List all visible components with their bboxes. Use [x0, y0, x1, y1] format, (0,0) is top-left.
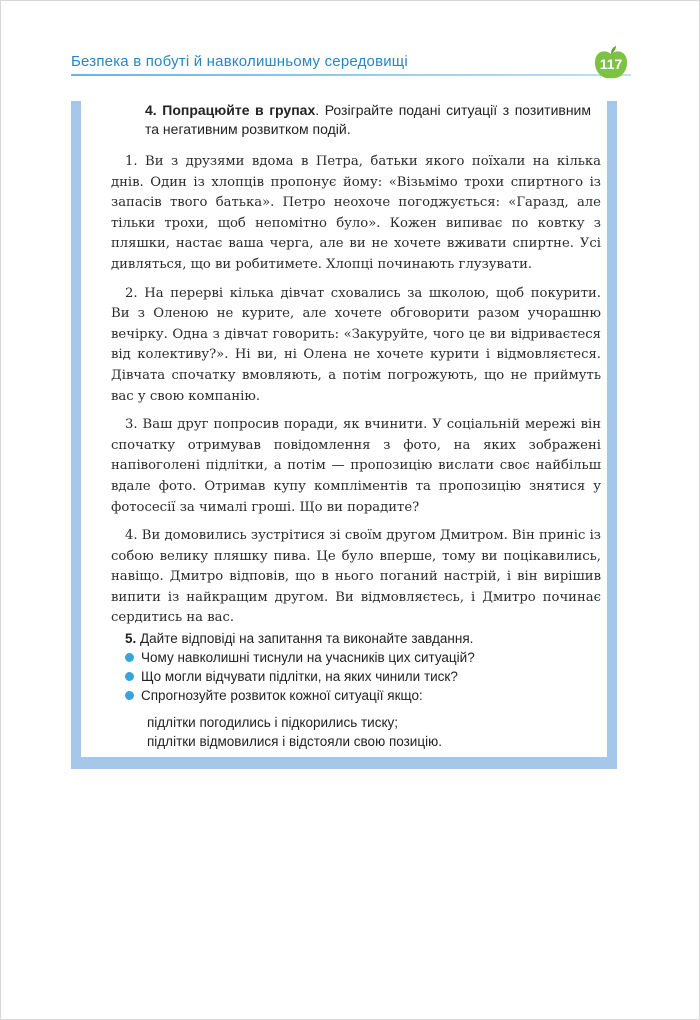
- page-number-badge: [591, 43, 631, 83]
- situation-1: 1. Ви з друзями вдома в Петра, батьки якого поїхали на кілька днів. Один із хлопців пропонує йому: «Візьмімо трохи спиртного із запасів твого батька». Петро неохоче погоджується: «Гаразд, але тільки трохи, щоб непомітно було». Кожен випиває по ковтку з пляшки, настає ваша черга, але ви не хочете вживати спиртне. Усі дивляться, що ви робитимете. Хлопці починають глузувати.: [111, 154, 601, 272]
- situation-2: 2. На перерві кілька дівчат сховались за школою, щоб покурити. Ви з Оленою не курите, але хочете обговорити разом учорашню вечірку. Одна з дівчат говорить: «Закуруйте, чого це ви відриваєтеся від колективу?». Ні ви, ні Олена не хочете курити і відмовляєтеся. Дівчата спочатку вмовляють, а потім погрожують, що не приймуть вас у свою компанію.: [111, 285, 601, 404]
- question-item: [125, 648, 595, 667]
- bullet-dot-icon: [125, 672, 134, 681]
- running-header: Безпека в побуті й навколишньому середовищі: [71, 53, 408, 70]
- situation-4: 4. Ви домовились зустрітися зі своїм другом Дмитром. Він приніс із собою велику пляшку пива. Це було вперше, тому ви поцікавились, навіщо. Дмитро відповів, що в нього поганий настрій, і він вирішив випити із найкращим другом. Ви відмовляєтесь, і Дмитро починає сердитись на вас.: [111, 528, 601, 626]
- question-text: Спрогнозуйте розвиток кожної ситуації якщо:: [141, 688, 423, 703]
- scenario-options: [125, 713, 595, 751]
- task-4-text: . Розіграйте подані ситуації з позитивним та негативним розвитком подій.: [145, 102, 592, 137]
- exercise-panel: [71, 101, 617, 769]
- scenario-option: підлітки погодились і підкорились тиску;: [147, 715, 399, 730]
- task-5-number: 5.: [125, 631, 137, 646]
- question-text: Що могли відчувати підлітки, на яких чинили тиск?: [141, 669, 458, 684]
- question-item: [125, 686, 595, 705]
- page-number: 117: [599, 56, 623, 72]
- exercise-panel-body: [81, 101, 607, 757]
- task-5-text: Дайте відповіді на запитання та виконайте завдання.: [140, 631, 474, 646]
- task-5-block: [125, 629, 595, 751]
- task-4-instruction: [145, 101, 591, 139]
- question-item: [125, 667, 595, 686]
- task-5-instruction: [125, 629, 595, 648]
- bullet-dot-icon: [125, 653, 134, 662]
- scenario-option: підлітки відмовилися і відстояли свою позицію.: [147, 734, 442, 749]
- bullet-dot-icon: [125, 691, 134, 700]
- header-divider: [71, 74, 631, 76]
- task-4-heading: Попрацюйте в групах: [162, 102, 316, 118]
- situations-list: [111, 152, 601, 637]
- task-4-number: 4.: [145, 102, 157, 118]
- question-text: Чому навколишні тиснули на учасників цих ситуацій?: [141, 650, 475, 665]
- situation-3: 3. Ваш друг попросив поради, як вчинити. У соціальній мережі він спочатку отримував повідомлення з фото, на яких зображені напівоголені підлітки, а потім — пропозицію вислати своє найбільш вдале фото. Отримав купу компліментів та пропозицію знятися у фотосесії за чималі гроші. Що ви порадите?: [111, 417, 601, 515]
